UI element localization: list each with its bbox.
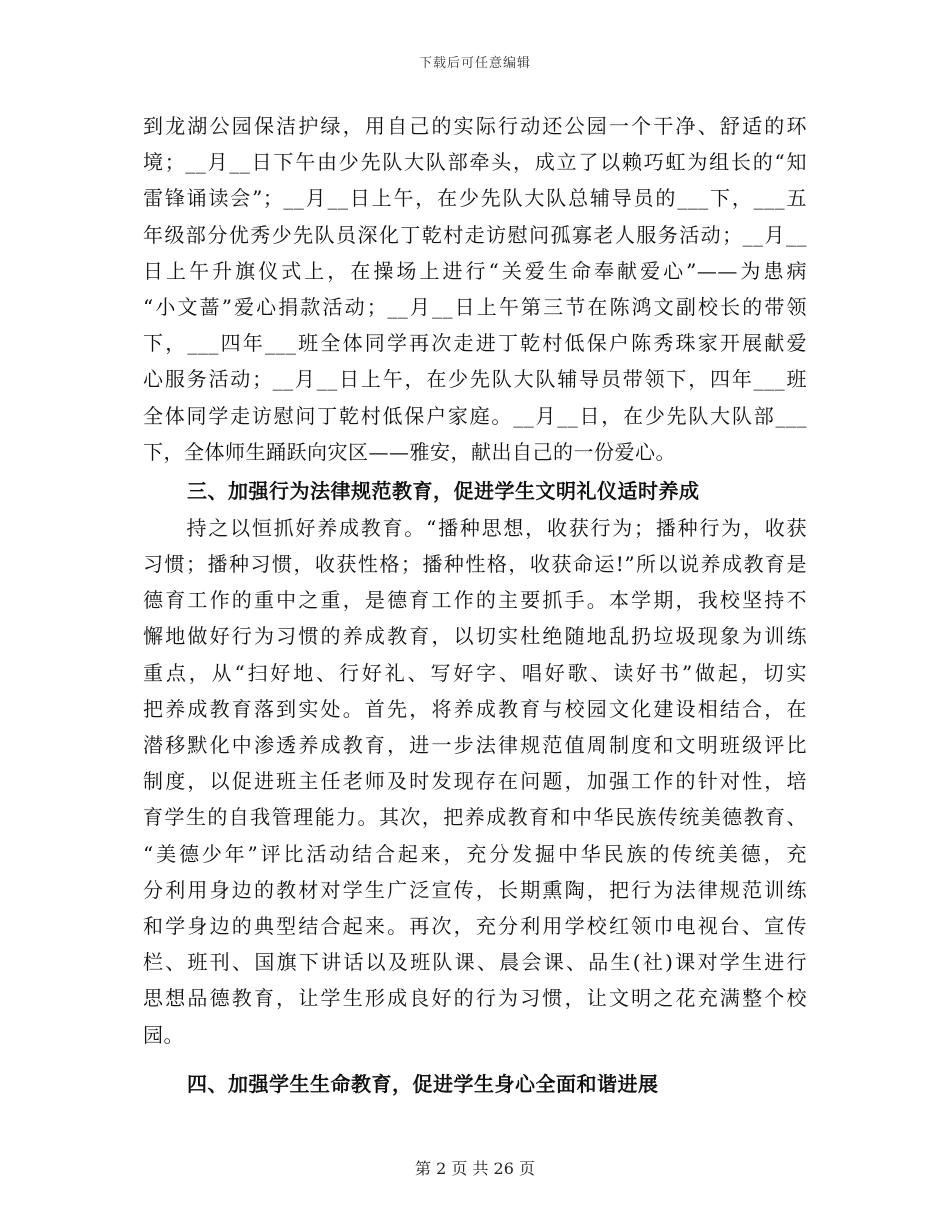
paragraph-line: 重点，从“扫好地、行好礼、写好字、唱好歌、读好书”做起，切实 xyxy=(143,660,807,685)
paragraph-line: 全体同学走访慰问丁乾村低保户家庭。__月__日，在少先队大队部___ xyxy=(143,403,807,428)
paragraph-line: 习惯；播种习惯，收获性格；播种性格，收获命运!”所以说养成教育是 xyxy=(143,552,807,577)
paragraph-line: 下，___四年___班全体同学再次走进丁乾村低保户陈秀珠家开展献爱 xyxy=(143,331,807,356)
page-number: 第 2 页 共 26 页 xyxy=(415,1159,535,1178)
paragraph-line: 制度，以促进班主任老师及时发现存在问题，加强工作的针对性，培 xyxy=(143,769,807,794)
section-heading-3: 三、加强行为法律规范教育，促进学生文明礼仪适时养成 xyxy=(187,478,700,503)
paragraph-line: 到龙湖公园保洁护绿，用自己的实际行动还公园一个干净、舒适的环 xyxy=(143,114,807,138)
paragraph-line: 栏、班刊、国旗下讲话以及班队课、晨会课、品生(社)课对学生进行 xyxy=(143,950,807,975)
paragraph-line: 园。 xyxy=(143,1022,184,1047)
page-header: 下载后可任意编辑 xyxy=(418,56,531,71)
paragraph-line: 育学生的自我管理能力。其次，把养成教育和中华民族传统美德教育、 xyxy=(143,805,807,830)
paragraph-line: 日上午升旗仪式上，在操场上进行“关爱生命奉献爱心”——为患病 xyxy=(143,258,807,283)
paragraph-line: 思想品德教育，让学生形成良好的行为习惯，让文明之花充满整个校 xyxy=(143,986,807,1011)
paragraph-line: 德育工作的重中之重，是德育工作的主要抓手。本学期，我校坚持不 xyxy=(143,588,807,613)
paragraph-line: 年级部分优秀少先队员深化丁乾村走访慰问孤寡老人服务活动；__月__ xyxy=(143,222,807,247)
paragraph-line: 和学身边的典型结合起来。再次，充分利用学校红领巾电视台、宣传 xyxy=(143,913,807,938)
section-heading-4: 四、加强学生生命教育，促进学生身心全面和谐进展 xyxy=(187,1071,659,1096)
paragraph-line: 潜移默化中渗透养成教育，进一步法律规范值周制度和文明班级评比 xyxy=(143,733,807,757)
paragraph-line: 雷锋诵读会”；__月__日上午，在少先队大队总辅导员的___下，___五 xyxy=(143,186,807,211)
paragraph-line: 把养成教育落到实处。首先，将养成教育与校园文化建设相结合，在 xyxy=(143,696,807,721)
paragraph-line: 下，全体师生踊跃向灾区——雅安，献出自己的一份爱心。 xyxy=(143,439,676,464)
paragraph-line: “美德少年”评比活动结合起来，充分发掘中华民族的传统美德，充 xyxy=(143,841,807,866)
paragraph-1 xyxy=(143,108,807,470)
paragraph-line: 境；__月__日下午由少先队大队部牵头，成立了以赖巧虹为组长的“知 xyxy=(143,150,807,175)
document-body xyxy=(143,108,807,1103)
paragraph-2 xyxy=(143,510,807,1053)
paragraph-line: “小文蔷”爱心捐款活动；__月__日上午第三节在陈鸿文副校长的带领 xyxy=(143,294,807,319)
paragraph-line: 懈地做好行为习惯的养成教育，以切实杜绝随地乱扔垃圾现象为训练 xyxy=(143,624,807,649)
paragraph-line: 分利用身边的教材对学生广泛宣传，长期熏陶，把行为法律规范训练 xyxy=(143,877,807,902)
paragraph-line: 持之以恒抓好养成教育。“播种思想，收获行为；播种行为，收获 xyxy=(143,515,807,540)
paragraph-line: 心服务活动；__月__日上午，在少先队大队辅导员带领下，四年___班 xyxy=(143,367,807,392)
